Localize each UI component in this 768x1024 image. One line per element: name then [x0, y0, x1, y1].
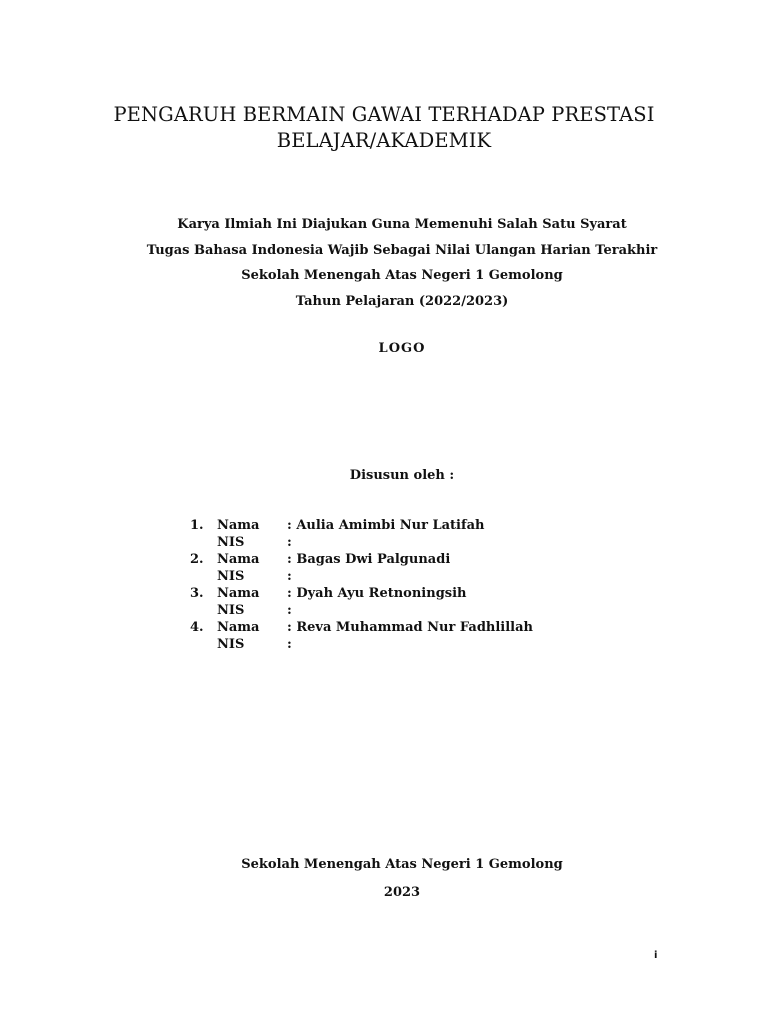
member-1-name-value: : Aulia Amimbi Nur Latifah	[287, 518, 485, 533]
member-4-number: 4.	[190, 620, 204, 635]
member-4-name-value: : Reva Muhammad Nur Fadhlillah	[287, 620, 533, 635]
member-2-nis-value: :	[287, 569, 292, 584]
member-2-nis-label: NIS	[217, 569, 245, 584]
member-3-nis-value: :	[287, 603, 292, 618]
member-1-name-label: Nama	[217, 518, 260, 533]
member-1-nis-value: :	[287, 535, 292, 550]
authored-by-label: Disusun oleh :	[349, 468, 455, 483]
member-4-name-label: Nama	[217, 620, 260, 635]
page-number: i	[654, 950, 658, 961]
member-2-name-label: Nama	[217, 552, 260, 567]
member-3-name-value: : Dyah Ayu Retnoningsih	[287, 586, 467, 601]
subtitle-line-1: Karya Ilmiah Ini Diajukan Guna Memenuhi Salah Satu Syarat	[177, 217, 627, 232]
member-2-number: 2.	[190, 552, 204, 567]
subtitle-line-4: Tahun Pelajaran (2022/2023)	[295, 293, 509, 309]
footer-school: Sekolah Menengah Atas Negeri 1 Gemolong	[241, 857, 563, 872]
document-footer	[0, 851, 768, 907]
logo-placeholder: LOGO	[378, 341, 426, 356]
member-3-name-label: Nama	[217, 586, 260, 601]
footer-year: 2023	[383, 885, 421, 900]
member-1-nis-label: NIS	[217, 535, 245, 550]
title-line-1: PENGARUH BERMAIN GAWAI TERHADAP PRESTASI	[113, 103, 655, 126]
subtitle-line-2: Tugas Bahasa Indonesia Wajib Sebagai Nilai Ulangan Harian Terakhir	[146, 242, 658, 258]
title-line-2: BELAJAR/AKADEMIK	[276, 129, 492, 152]
document-subtitle	[0, 212, 768, 314]
member-2-name-value: : Bagas Dwi Palgunadi	[287, 552, 451, 567]
member-4-nis-label: NIS	[217, 637, 245, 652]
member-3-number: 3.	[190, 586, 204, 601]
member-3-nis-label: NIS	[217, 603, 245, 618]
member-1-number: 1.	[190, 518, 204, 533]
subtitle-line-3: Sekolah Menengah Atas Negeri 1 Gemolong	[241, 268, 563, 283]
member-4-nis-value: :	[287, 637, 292, 652]
document-title	[0, 102, 768, 154]
